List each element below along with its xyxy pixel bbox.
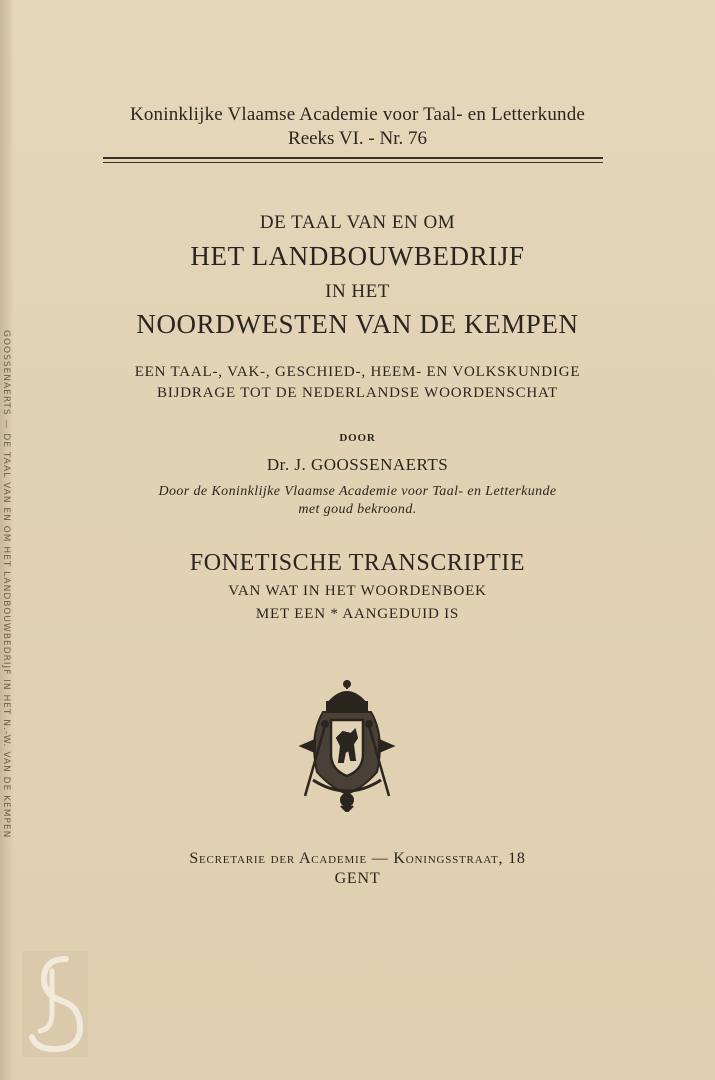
byline-door: DOOR: [339, 432, 376, 444]
header-rule-thick: [103, 157, 603, 159]
academy-name: Koninklijke Vlaamse Academie voor Taal- en Letterkunde: [129, 104, 586, 125]
title-line-2: HET LANDBOUWBEDRIJF: [190, 241, 525, 271]
spine-text: GOOSSENAERTS — DE TAAL VAN EN OM HET LANDBOUWBEDRIJF IN HET N.-W. VAN DE KEMPEN: [1, 330, 11, 839]
section-line-2: MET EEN * AANGEDUID IS: [255, 606, 460, 622]
subtitle-line-1: EEN TAAL-, VAK-, GESCHIED-, HEEM- EN VOLKSKUNDIGE: [134, 364, 581, 380]
subtitle-line-2: BIJDRAGE TOT DE NEDERLANDSE WOORDENSCHAT: [157, 385, 558, 401]
title-line-3: IN HET: [325, 281, 390, 302]
award-line-2: met goud bekroond.: [298, 502, 417, 517]
publisher-line: Secretarie der Academie — Koningsstraat, 18: [189, 850, 526, 867]
seller-logo-watermark: [22, 951, 88, 1057]
section-line-1: VAN WAT IN HET WOORDENBOEK: [228, 583, 487, 599]
title-line-1: DE TAAL VAN EN OM: [259, 212, 456, 233]
award-line-1: Door de Koninklijke Vlaamse Academie voor Taal- en Letterkunde: [158, 484, 557, 499]
title-line-4: NOORDWESTEN VAN DE KEMPEN: [136, 309, 579, 339]
author-name: Dr. J. GOOSSENAERTS: [266, 455, 449, 474]
section-title: FONETISCHE TRANSCRIPTIE: [189, 550, 526, 576]
series-number: Reeks VI. - Nr. 76: [288, 128, 427, 149]
royal-coat-of-arms-icon: [295, 676, 399, 812]
header-rule-thin: [103, 162, 603, 163]
spine-edge: [0, 0, 14, 1080]
publisher-city: GENT: [334, 870, 381, 887]
